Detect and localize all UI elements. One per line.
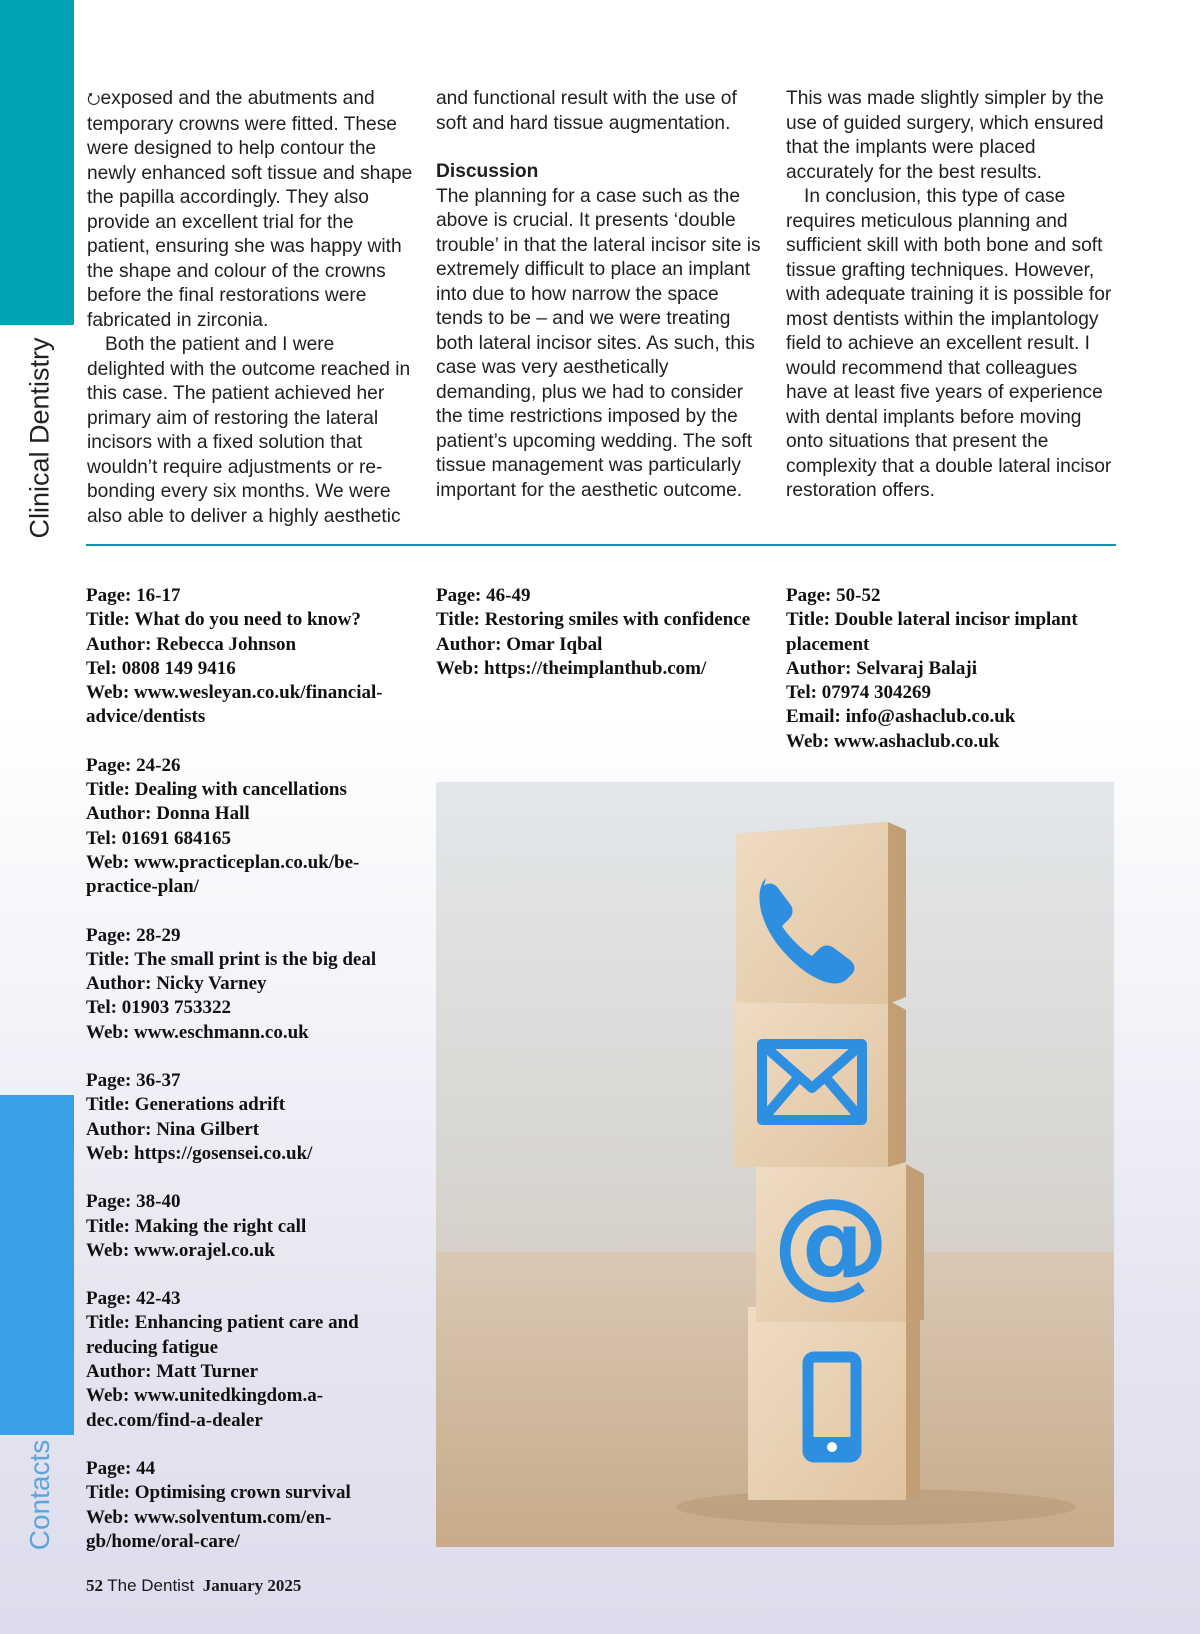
contact-entry <box>86 754 421 900</box>
tablet-block <box>748 1307 920 1500</box>
at-sign-block <box>756 1164 924 1322</box>
article-column-3 <box>786 87 1116 504</box>
contact-entry <box>86 1190 421 1263</box>
contact-line: Page: 38-40 <box>86 1191 181 1213</box>
contact-entry <box>436 584 771 681</box>
contact-line: Title: Dealing with cancellations <box>86 779 347 801</box>
contact-line: Author: Rebecca Johnson <box>86 633 297 655</box>
contact-line: Author: Donna Hall <box>86 803 250 825</box>
contact-line: Title: Optimising crown survival <box>86 1482 351 1504</box>
contact-line: Author: Nicky Varney <box>86 973 267 995</box>
page-footer <box>86 1576 301 1596</box>
contact-line: Web: www.orajel.co.uk <box>86 1239 275 1261</box>
contact-line: Web: www.solventum.com/en-gb/home/oral-care/ <box>86 1506 332 1552</box>
article-paragraph: ⭮exposed and the abutments and temporary crowns were fitted. These were designed to help contour the newly enhanced soft tissue and shape the papilla accordingly. They also provide an excellent trial for the patient, ensuring she was happy with the shape and colour of the crowns before the final restorations were fabricated in zirconia. <box>87 88 413 331</box>
contacts-label: Contacts <box>24 1439 55 1551</box>
contact-line: Tel: 0808 149 9416 <box>86 657 236 679</box>
contact-line: Page: 36-37 <box>86 1070 181 1092</box>
svg-text:@: @ <box>772 1172 890 1310</box>
issue-date: January 2025 <box>202 1576 302 1595</box>
contact-line: Page: 50-52 <box>786 585 881 606</box>
contact-line: Author: Nina Gilbert <box>86 1118 260 1140</box>
contacts-color-bar <box>0 1095 74 1435</box>
contact-line: Web: www.ashaclub.co.uk <box>786 730 1000 752</box>
contact-line: Page: 24-26 <box>86 754 181 776</box>
section-divider <box>86 544 1116 546</box>
contact-line: Title: What do you need to know? <box>86 609 361 631</box>
contact-line: Tel: 01691 684165 <box>86 827 231 849</box>
section-label: Clinical Dentistry <box>24 337 55 539</box>
contacts-column-2 <box>436 584 771 705</box>
page-number: 52 <box>86 1576 103 1595</box>
article-paragraph: Both the patient and I were delighted with the outcome reached in this case. The patient achieved her primary aim of restoring the lateral incisors with a fixed solution that wouldn’t require adjustments or re-bonding every six months. We were also able to deliver a highly aesthetic <box>87 334 411 527</box>
contact-entry <box>86 1287 421 1433</box>
contact-line: Title: Making the right call <box>86 1215 307 1237</box>
contact-line: Web: https://theimplanthub.com/ <box>436 657 707 679</box>
contacts-column-3 <box>786 584 1106 778</box>
contact-line: Web: https://gosensei.co.uk/ <box>86 1142 313 1164</box>
article-column-1 <box>87 87 417 529</box>
contact-line: Author: Omar Iqbal <box>436 633 603 655</box>
contact-line: Author: Matt Turner <box>86 1361 259 1383</box>
contact-line: Email: info@ashaclub.co.uk <box>786 706 1016 728</box>
contact-line: Web: www.practiceplan.co.uk/be-practice-plan/ <box>86 851 360 898</box>
contacts-column-1 <box>86 584 421 1578</box>
at-sign-icon <box>772 1172 890 1310</box>
contact-line: Web: www.wesleyan.co.uk/financial-advice/dentists <box>86 682 383 728</box>
contact-line: Page: 46-49 <box>436 585 531 606</box>
section-heading: Discussion <box>436 161 539 182</box>
continue-marker-icon: ⭮ <box>87 91 101 108</box>
contact-line: Title: Double lateral incisor implant placement <box>786 609 1078 655</box>
publication-name: The Dentist <box>107 1576 195 1595</box>
section-color-bar <box>0 0 74 325</box>
contact-line: Title: Enhancing patient care and reducing fatigue <box>86 1312 359 1358</box>
contact-icons-photo <box>436 782 1114 1547</box>
article-column-2 <box>436 87 766 503</box>
contact-line: Tel: 07974 304269 <box>786 682 931 704</box>
contact-line: Tel: 01903 753322 <box>86 997 231 1019</box>
contact-entry <box>86 924 421 1045</box>
article-paragraph: The planning for a case such as the above is crucial. It presents ‘double trouble’ in that the lateral incisor site is extremely difficult to place an implant into due to how narrow the space tends to be – and we were treating both lateral incisor sites. As such, this case was very aesthetically demanding, plus we had to consider the time restrictions imposed by the patient’s upcoming wedding. The soft tissue management was particularly important for the aesthetic outcome. <box>436 185 761 501</box>
phone-block <box>736 822 906 1004</box>
contact-line: Title: Restoring smiles with confidence <box>436 609 751 631</box>
contact-line: Title: Generations adrift <box>86 1094 286 1116</box>
contact-entry <box>786 584 1106 754</box>
envelope-block <box>734 1000 906 1167</box>
article-paragraph: In conclusion, this type of case requires meticulous planning and sufficient skill with both bone and soft tissue grafting techniques. However, with adequate training it is possible for most dentists within the implantology field to achieve an excellent result. I would recommend that colleagues have at least five years of experience with dental implants before moving onto situations that present the complexity that a double lateral incisor restoration offers. <box>786 186 1112 501</box>
article-paragraph: and functional result with the use of soft and hard tissue augmentation. <box>436 88 737 134</box>
contact-entry <box>86 1457 421 1554</box>
contact-line: Title: The small print is the big deal <box>86 948 377 970</box>
contact-line: Web: www.eschmann.co.uk <box>86 1021 309 1043</box>
contact-line: Page: 16-17 <box>86 585 181 606</box>
contact-line: Page: 28-29 <box>86 924 181 946</box>
contact-line: Web: www.unitedkingdom.a-dec.com/find-a-dealer <box>86 1385 324 1431</box>
contact-line: Page: 44 <box>86 1457 156 1479</box>
article-paragraph: This was made slightly simpler by the use of guided surgery, which ensured that the implants were placed accurately for the best results. <box>786 88 1104 183</box>
contact-entry <box>86 584 421 730</box>
photo-illustration <box>436 782 1114 1547</box>
contact-line: Page: 42-43 <box>86 1288 181 1310</box>
contact-line: Author: Selvaraj Balaji <box>786 657 978 679</box>
contact-entry <box>86 1069 421 1166</box>
